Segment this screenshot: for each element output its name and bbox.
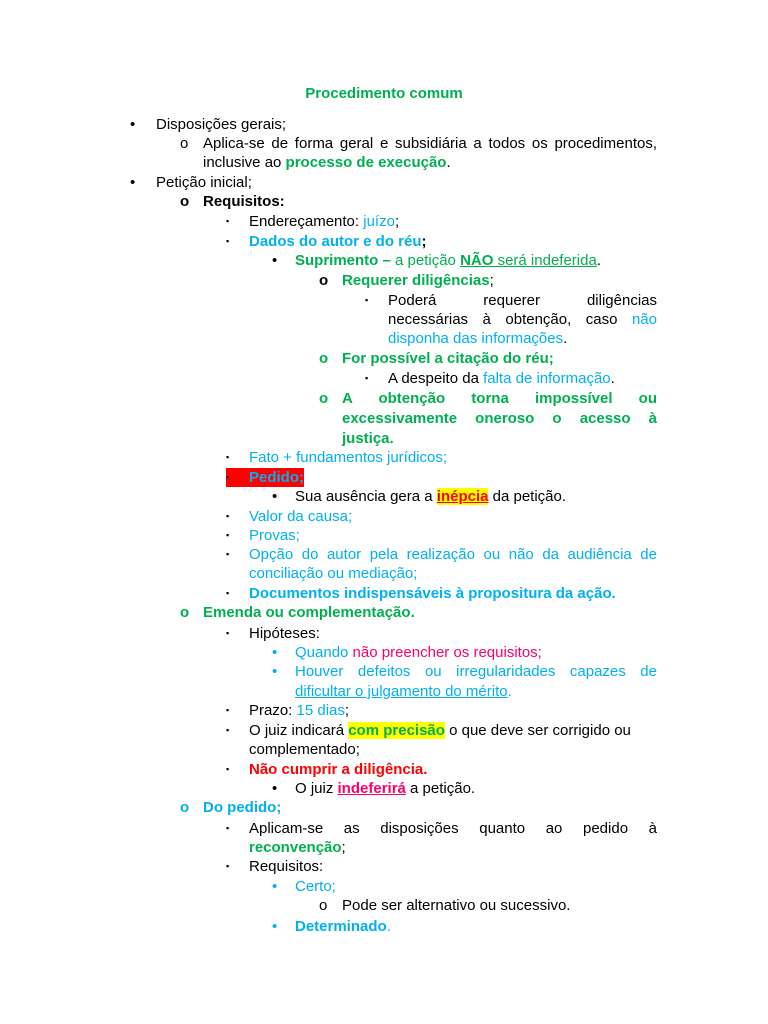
- bullet-dot: •: [272, 252, 278, 269]
- bullet-o: o: [319, 272, 329, 289]
- list-item: Sua ausência gera a inépcia da petição.: [295, 488, 567, 505]
- list-item: Determinado.: [295, 918, 391, 935]
- list-item: reconvenção;: [249, 839, 346, 856]
- list-item: excessivamente oneroso o acesso à: [342, 410, 657, 427]
- list-item: Quando não preencher os requisitos;: [295, 644, 542, 661]
- list-item: Hipóteses:: [249, 625, 320, 642]
- bullet-o: o: [180, 135, 189, 152]
- bullet-square: ▪: [365, 373, 369, 383]
- list-item: Suprimento – a petição NÃO será indeferida.: [295, 252, 601, 269]
- bullet-square: ▪: [226, 628, 230, 638]
- bullet-dot: •: [272, 878, 278, 895]
- section-heading: Do pedido;: [203, 799, 282, 816]
- bullet-square: ▪: [226, 725, 230, 735]
- bullet-square: ▪: [226, 705, 230, 715]
- bullet-square: ▪: [226, 549, 230, 559]
- list-item: inclusive ao processo de execução.: [203, 154, 451, 171]
- bullet-square: ▪: [226, 530, 230, 540]
- bullet-square: ▪: [226, 236, 230, 246]
- bullet-o: o: [180, 193, 190, 210]
- list-item: Pedido;: [249, 469, 304, 486]
- bullet-square: ▪: [226, 588, 230, 598]
- list-item: Houver defeitos ou irregularidades capazes de: [295, 663, 657, 680]
- list-item: Não cumprir a diligência.: [249, 761, 428, 778]
- bullet-dot: •: [272, 918, 278, 935]
- list-item: Disposições gerais;: [156, 116, 287, 133]
- bullet-o: o: [180, 604, 190, 621]
- list-item: Valor da causa;: [249, 508, 353, 525]
- bullet-square: ▪: [226, 216, 230, 226]
- list-item: Provas;: [249, 527, 300, 544]
- bullet-square: ▪: [365, 295, 369, 305]
- list-item: Aplica-se de forma geral e subsidiária a todos os procedimentos,: [203, 135, 657, 152]
- list-item: A despeito da falta de informação.: [388, 370, 615, 387]
- list-item: For possível a citação do réu;: [342, 350, 554, 367]
- bullet-dot: •: [272, 780, 278, 797]
- list-item: conciliação ou mediação;: [249, 565, 418, 582]
- bullet-dot: •: [272, 663, 278, 680]
- list-item: disponha das informações.: [388, 330, 568, 347]
- bullet-square: ▪: [226, 823, 230, 833]
- list-item: O juiz indeferirá a petição.: [295, 780, 476, 797]
- list-item: Dados do autor e do réu;: [249, 233, 427, 250]
- bullet-square: ▪: [226, 452, 230, 462]
- bullet-o: o: [180, 799, 190, 816]
- list-item: Endereçamento: juízo;: [249, 213, 400, 230]
- bullet-dot: •: [272, 488, 278, 505]
- bullet-dot: •: [130, 174, 136, 191]
- bullet-o: o: [319, 897, 328, 914]
- bullet-o: o: [319, 390, 329, 407]
- list-item: Pode ser alternativo ou sucessivo.: [342, 897, 571, 914]
- list-item: dificultar o julgamento do mérito.: [295, 683, 512, 700]
- list-item: O juiz indicará com precisão o que deve ser corrigido ou: [249, 722, 631, 739]
- list-item: Fato + fundamentos jurídicos;: [249, 449, 448, 466]
- bullet-dot: •: [272, 644, 278, 661]
- list-item: Poderá requerer diligências: [388, 292, 657, 309]
- page-title: Procedimento comum: [305, 85, 463, 102]
- list-item: Opção do autor pela realização ou não da audiência de: [249, 546, 657, 563]
- list-item: Documentos indispensáveis à propositura da ação.: [249, 585, 616, 602]
- bullet-square: ▪: [226, 764, 230, 774]
- bullet-square: ▪: [226, 861, 230, 871]
- bullet-dot: •: [130, 116, 136, 133]
- list-item: complementado;: [249, 741, 360, 758]
- list-item: Certo;: [295, 878, 336, 895]
- section-heading: Emenda ou complementação.: [203, 604, 415, 621]
- list-item: justiça.: [342, 430, 394, 447]
- list-item: Requerer diligências;: [342, 272, 494, 289]
- list-item: Prazo: 15 dias;: [249, 702, 350, 719]
- section-heading: Requisitos:: [203, 193, 285, 210]
- bullet-square: ▪: [226, 468, 249, 487]
- list-item: Requisitos:: [249, 858, 324, 875]
- list-item: Aplicam-se as disposições quanto ao pedido à: [249, 820, 657, 837]
- list-item: Petição inicial;: [156, 174, 252, 191]
- bullet-o: o: [319, 350, 329, 367]
- list-item: A obtenção torna impossível ou: [342, 390, 657, 407]
- list-item: necessárias à obtenção, caso não: [388, 311, 657, 328]
- bullet-square: ▪: [226, 511, 230, 521]
